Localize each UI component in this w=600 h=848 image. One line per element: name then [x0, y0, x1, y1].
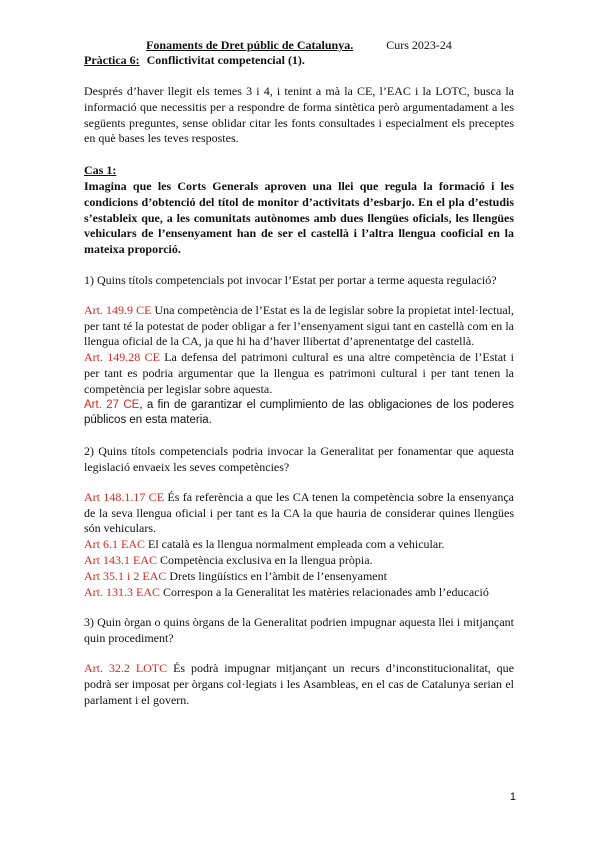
subject-title: Fonaments de Dret públic de Catalunya.	[146, 38, 354, 52]
answer-item	[84, 569, 514, 585]
legal-reference: Art 143.1 EAC	[84, 552, 157, 567]
legal-reference: Art. 149.9 CE	[84, 302, 152, 317]
case-statement: Imagina que les Corts Generals aproven una llei que regula la formació i les condicions d’obtenció del títol de monitor d’activitats d’esbarjo. En el pla d’estudis s’estableix que, a les comunitats autònomes amb dues llengües oficials, les llengües vehiculars de l’ensenyament han de ser el castellà i l’altra llengua cooficial en la mateixa proporció.	[84, 178, 514, 257]
answer-text: Una competència de l’Estat es la de legislar sobre la propietat intel·lectual, per tant té la potestat de poder obligar a fer l’ensenyament sigui tant en castellà com en la llengua oficial de la CA, ja que hi ha d’haver llibertat d’aprenentatge del castellà.	[84, 302, 514, 349]
answer-item	[84, 553, 514, 569]
answer-text: El català es la llengua normalment empleada com a vehicular.	[145, 537, 445, 552]
answer-item	[84, 537, 514, 553]
answer-text: Competència exclusiva en la llengua pròpia.	[157, 552, 373, 567]
question-3: 3) Quin òrgan o quins òrgans de la Generalitat podrien impugnar aquesta llei i mitjançant quin procediment?	[84, 615, 514, 646]
answer-text: Drets lingüístics en l’àmbit de l’ensenyament	[166, 568, 387, 583]
legal-reference: Art 35.1 i 2 EAC	[84, 568, 167, 583]
answer-item	[84, 585, 514, 601]
answer-item	[84, 398, 514, 430]
course-year: Curs 2023-24	[386, 38, 452, 52]
answer-text: És fa referència a que les CA tenen la competència sobre la ensenyança de la seva llengua oficial i per tant es la CA la que hauria de considerar quines llengües són vehiculars.	[84, 489, 514, 536]
answer-text: Correspon a la Generalitat les matèries relacionades amb l’educació	[160, 584, 489, 599]
practice-label: Pràctica 6:	[84, 53, 140, 67]
legal-reference: Art 148.1.17 CE	[84, 489, 165, 504]
answer-text: És podrà impugnar mitjançant un recurs d’inconstitucionalitat, que podrà ser imposat per òrgans col·legiats i les Asambleas, en el cas de Catalunya serian el parlament i el govern.	[84, 660, 515, 707]
case-label: Cas 1:	[84, 163, 117, 178]
legal-reference: Art. 27 CE	[84, 398, 140, 411]
answer-text: , a fin de garantizar el cumplimiento de las obligaciones de los poderes públicos en esta materia.	[84, 398, 514, 427]
legal-reference: Art. 32.2 LOTC	[84, 660, 168, 675]
intro-paragraph: Després d’haver llegit els temes 3 i 4, i tenint a mà la CE, l’EAC i la LOTC, busca la informació que necessitis per a respondre de forma sintètica però argumentadament a les següents preguntes, sense oblidar citar les fonts consultades i especialment els preceptes en què bases les teves respostes.	[84, 84, 514, 146]
document-page	[84, 38, 514, 708]
legal-reference: Art 6.1 EAC	[84, 537, 145, 552]
legal-reference: Art. 149.28 CE	[84, 350, 160, 365]
question-1: 1) Quins títols competencials pot invocar l’Estat per portar a terme aquesta regulació?	[84, 272, 497, 287]
answer-item	[84, 661, 514, 708]
page-number: 1	[509, 791, 516, 803]
practice-title: Conflictivitat competencial (1).	[146, 53, 305, 67]
question-2: 2) Quins títols competencials podria invocar la Generalitat per fonamentar que aquesta legislació envaeix les seves competències?	[84, 444, 514, 474]
legal-reference: Art. 131.3 EAC	[84, 584, 160, 599]
answer-text: La defensa del patrimoni cultural es una altre competència de l’Estat i per tant es podria argumentar que la llengua es patrimoni cultural i per tant tenen la competència per legislar sobre aquesta.	[84, 350, 514, 396]
document-header	[84, 38, 514, 53]
answer-item	[84, 350, 514, 397]
practice-heading	[84, 53, 514, 68]
answer-item	[84, 303, 514, 350]
answer-item	[84, 490, 514, 537]
